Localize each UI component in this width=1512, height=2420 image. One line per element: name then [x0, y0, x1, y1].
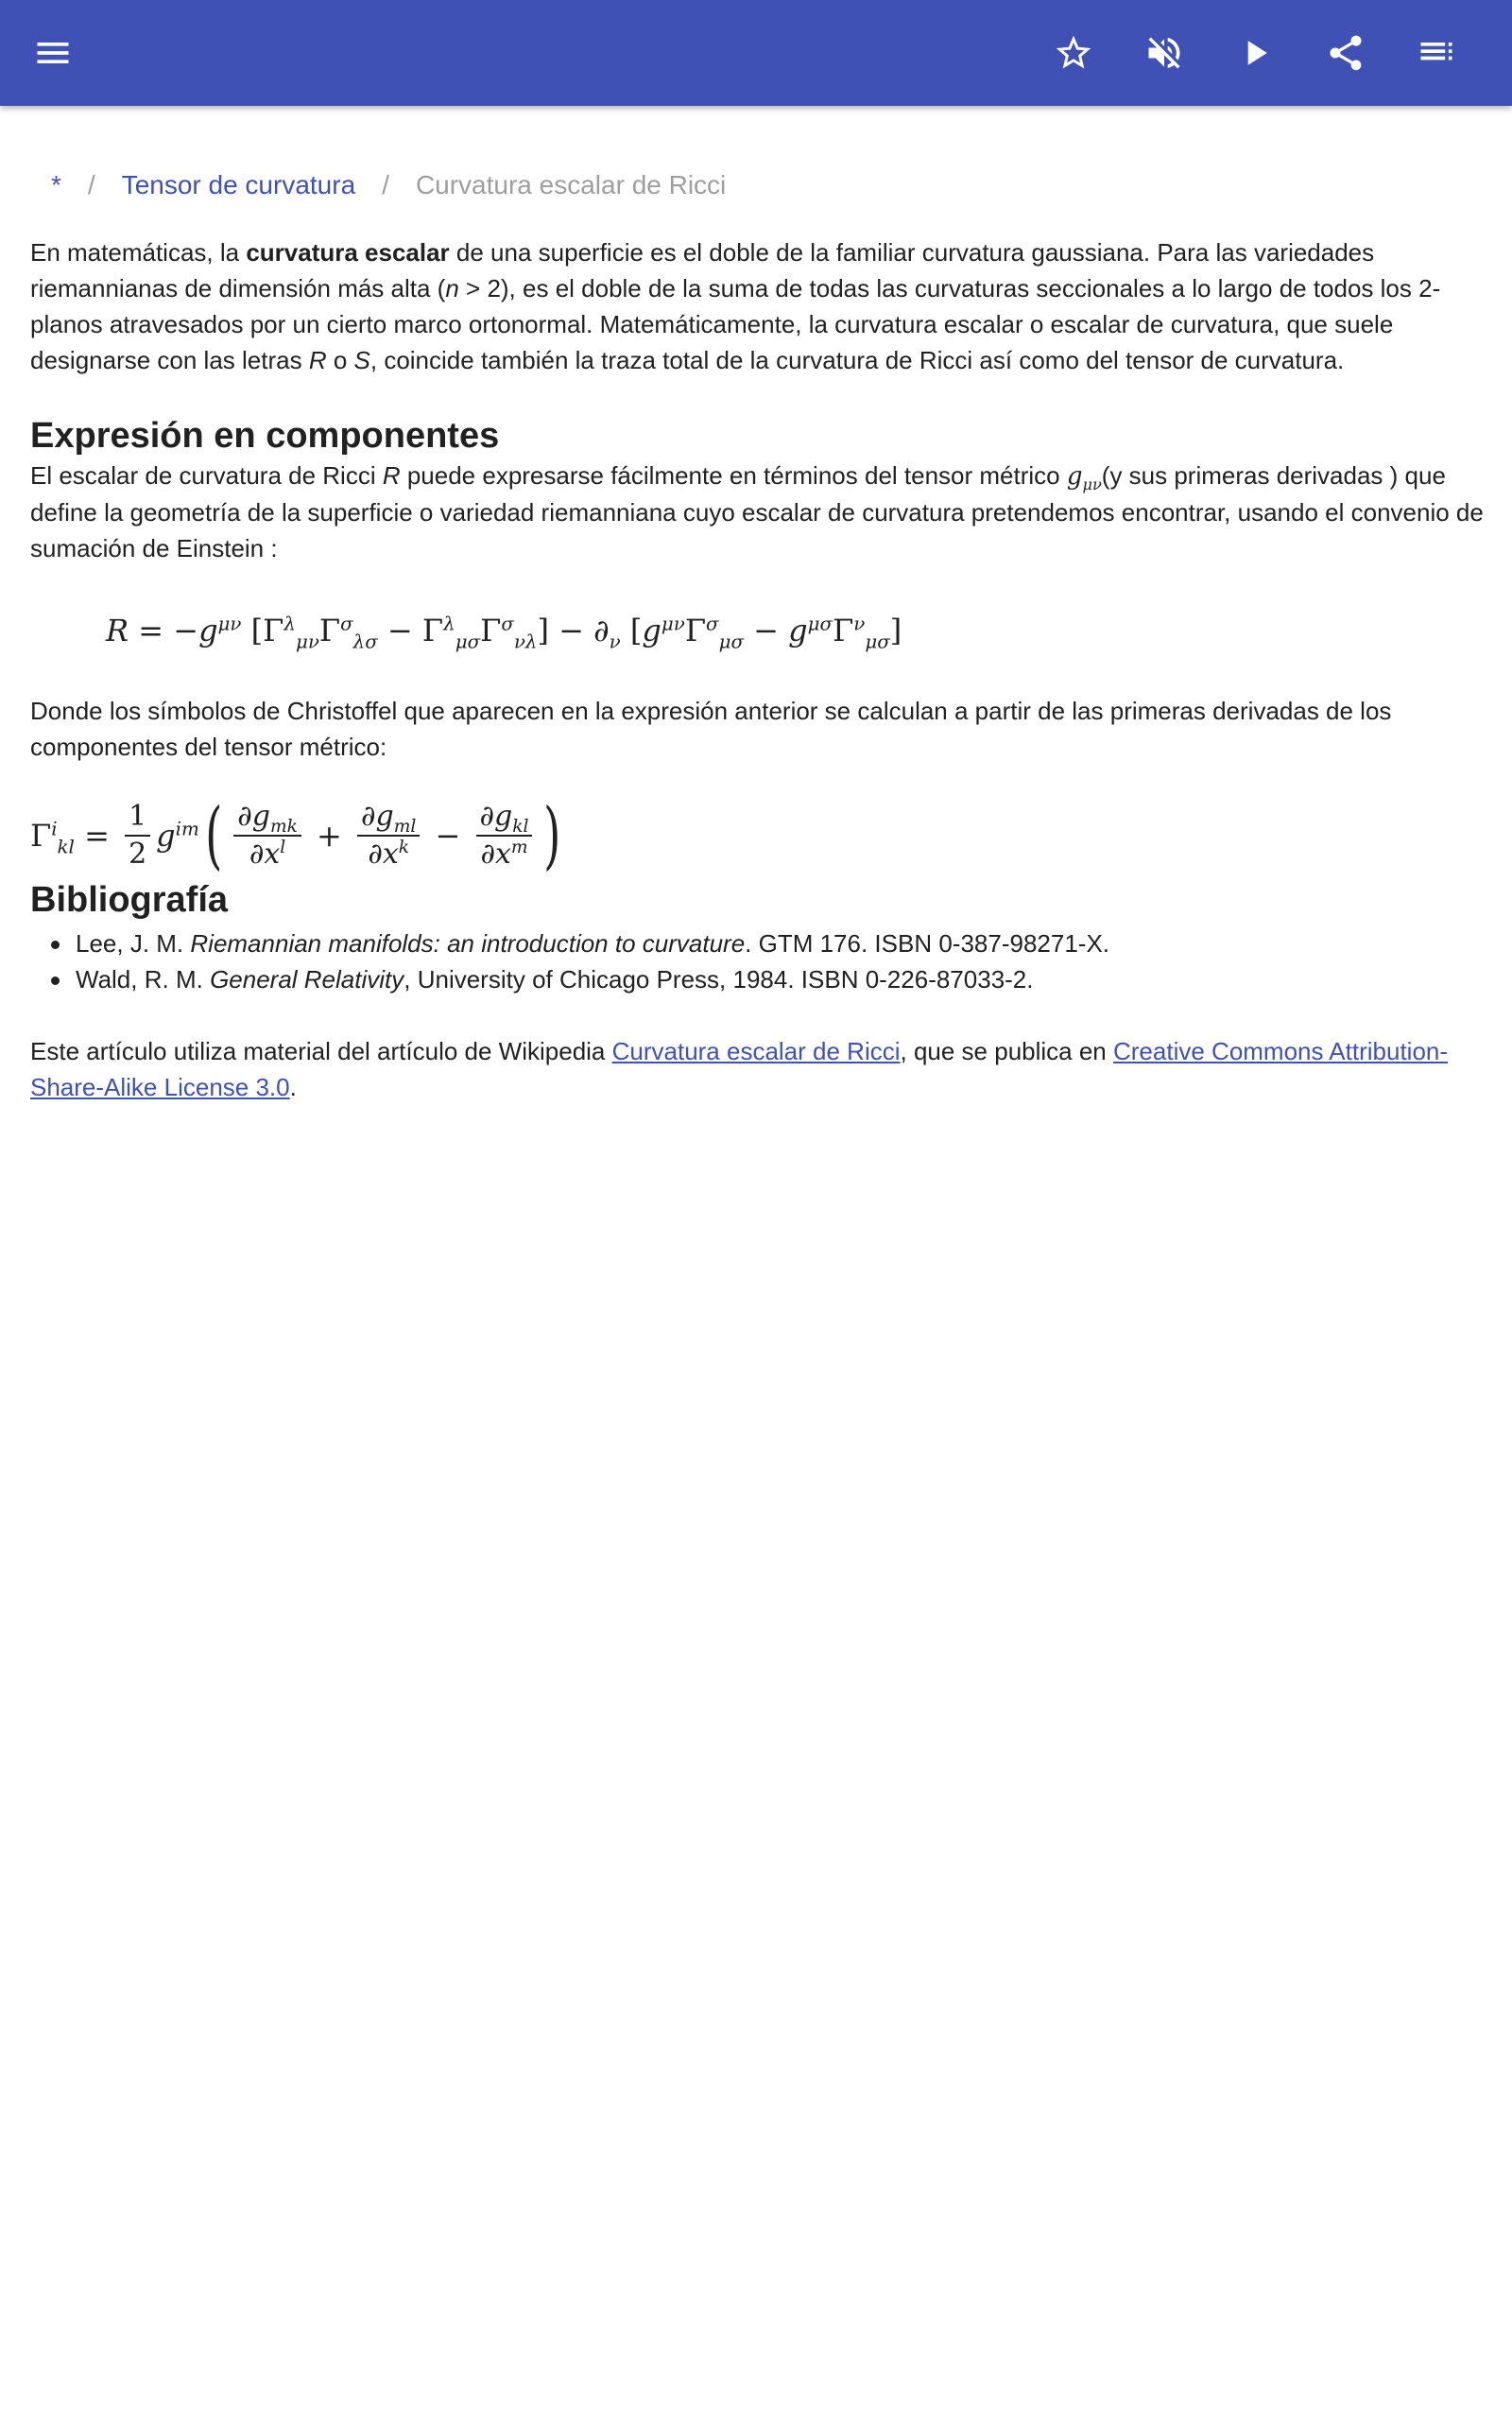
menu-icon: [32, 32, 74, 74]
breadcrumb-parent-link[interactable]: Tensor de curvatura: [121, 170, 356, 199]
mute-button[interactable]: [1134, 23, 1194, 83]
attribution-paragraph: Este artículo utiliza material del artículo de Wikipedia Curvatura escalar de Ricci, que se publica en Creative Commons Attribution-Share-Alike License 3.0.: [30, 1037, 1449, 1101]
components-paragraph: [30, 458, 1486, 566]
intro-text: > 2), es el doble de la suma de todas las curvaturas seccionales a lo largo de todos los 2-planos atravesados por un cierto marco ortonormal. Matemáticamente, la curvatura escalar o escalar de curvatura, que suele designarse con las letras: [30, 274, 1441, 374]
intro-variable-n: n: [445, 274, 459, 302]
intro-paragraph: [30, 234, 1486, 378]
components-text: El escalar de curvatura de Ricci: [30, 461, 383, 490]
favorite-button[interactable]: [1043, 23, 1104, 83]
contents-button[interactable]: [1406, 23, 1467, 83]
bibliography-list: [30, 925, 1486, 997]
components-text: puede expresarse fácilmente en términos del tensor métrico: [400, 461, 1067, 490]
volume-off-icon: [1143, 32, 1185, 74]
wikipedia-article-link[interactable]: Curvatura escalar de Ricci: [611, 1037, 901, 1065]
intro-text: , coincide también la traza total de la curvatura de Ricci así como del tensor de curvatura.: [369, 346, 1345, 374]
breadcrumb-home-link[interactable]: *: [51, 170, 61, 199]
list-item: Wald, R. M. General Relativity, University of Chicago Press, 1984. ISBN 0-226-87033-2.: [30, 961, 1486, 997]
play-button[interactable]: [1225, 23, 1285, 83]
breadcrumb-separator: /: [382, 170, 389, 199]
christoffel-paragraph: Donde los símbolos de Christoffel que aparecen en la expresión anterior se calculan a partir de las primeras derivadas de los componentes del tensor métrico:: [30, 697, 1392, 761]
components-text: (y sus primeras derivadas ) que define la geometría de la superficie o variedad riemanniana cuyo escalar de curvatura pretendemos encontrar, usando el convenio de sumación de Einstein :: [30, 461, 1484, 562]
christoffel-formula: $\Gamma^i_{kl}$ = $\frac{1}{2}$ $g^{im}$ ( $\frac{\partial g_{mk}}{\partial x^l}$ + $\frac{\partial g_{ml}}{\partial x^k}$ − $\frac{\partial g_{kl}}{\partial x^m}$ ): [30, 793, 561, 878]
app-bar: [0, 0, 1512, 106]
list-item: Lee, J. M. Riemannian manifolds: an introduction to curvature. GTM 176. ISBN 0-387-98271-X.: [30, 925, 1486, 961]
license-link[interactable]: Creative Commons Attribution-Share-Alike License 3.0: [30, 1037, 1449, 1101]
article-content: [30, 106, 1486, 1105]
section-heading-bibliography: Bibliografía: [30, 880, 229, 920]
components-variable-r: R: [382, 461, 401, 490]
menu-button[interactable]: [23, 23, 83, 83]
section-heading-components: Expresión en componentes: [30, 416, 500, 456]
metric-tensor-symbol: $g_{\mu\nu}$: [1066, 462, 1102, 494]
share-icon: [1325, 32, 1366, 74]
breadcrumb-separator: /: [87, 170, 95, 199]
intro-variable-s: S: [353, 346, 370, 374]
ricci-scalar-formula: $R = -g^{\mu\nu}$ $[\Gamma^\lambda_{\mu\nu}\Gamma^\sigma_{\lambda\sigma} - \Gamma^\lambda_{\mu\sigma}\Gamma^\sigma_{\nu\lambda}] - \partial_\nu$ $[g^{\mu\nu}\Gamma^\sigma_{\mu\sigma} - g^{\mu\sigma}\Gamma^\nu_{\mu\sigma}]$: [106, 613, 902, 653]
intro-text: de una superficie es el doble de la familiar curvatura gaussiana. Para las variedades riemannianas de dimensión más alta (: [30, 238, 1375, 302]
playlist-icon: [1416, 32, 1457, 74]
intro-variable-r: R: [308, 346, 327, 374]
intro-bold-term: curvatura escalar: [246, 238, 450, 267]
intro-text: En matemáticas, la: [30, 238, 247, 267]
breadcrumb: [30, 166, 1486, 204]
intro-text: o: [326, 346, 354, 374]
breadcrumb-current: Curvatura escalar de Ricci: [415, 170, 727, 199]
play-icon: [1234, 32, 1276, 74]
share-button[interactable]: [1315, 23, 1376, 83]
star-outline-icon: [1053, 32, 1094, 74]
